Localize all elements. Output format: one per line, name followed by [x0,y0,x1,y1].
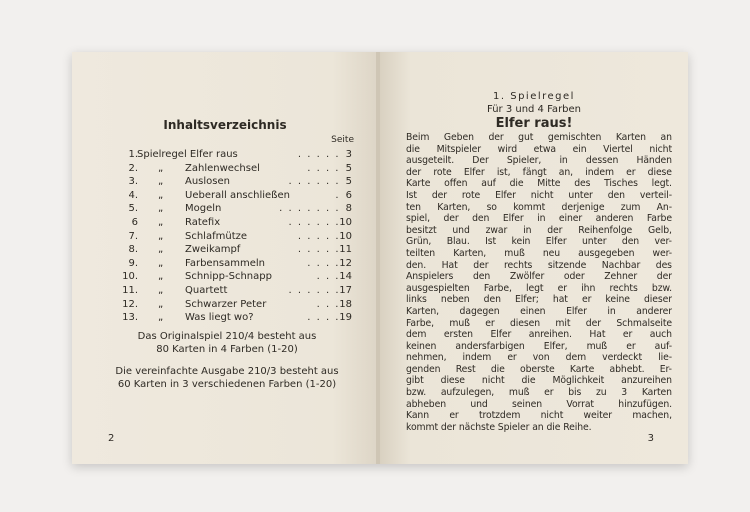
body-line: abheben und seinen Vorrat hinzufügen. [406,398,672,410]
toc-entry [116,175,352,189]
toc-entry-number: 3. [128,176,138,188]
toc-entry-number: 5. [128,203,138,215]
body-line: ausgeteilt. Der Spieler, in dessen Händen [406,155,672,167]
toc-entry-title: Mogeln [185,203,222,215]
toc-entry-number: 11. [122,284,138,296]
note-line: Die vereinfachte Ausgabe 210/3 besteht aus [115,366,339,377]
edition-note-simplified [96,365,358,391]
toc-entry-page: 10 [339,230,352,242]
toc-entry-number: 1. [128,149,138,160]
body-line: spiel, der den Elfer in einer anderen Farbe [406,213,672,225]
toc-entry-ditto: „ [158,257,164,269]
toc-entry [116,230,352,244]
note-line: Das Originalspiel 210/4 besteht aus [137,331,317,342]
toc-entry-leader: . . . . [307,312,340,324]
toc-entry-page: 5 [345,176,352,188]
body-line: gibt diese nicht die Möglichkeit anzureihen [406,375,672,387]
body-line: nehmen, indem er von dem verdeckt lie- [406,352,672,364]
toc-entry [116,257,352,271]
toc-entry [116,243,352,257]
toc-entry [116,189,352,203]
toc-entry-title: Quartett [185,284,228,296]
toc-entry-ditto: „ [158,203,164,215]
body-line: Anspielers den Zwölfer oder Zehner der [406,271,672,283]
toc-entry [116,270,352,284]
right-page [380,52,688,464]
toc-entry-title: Zweikampf [185,244,241,256]
left-page [72,52,378,464]
body-line: die Mitspieler wird etwa ein Viertel nicht [406,143,672,155]
toc-entry-title: Schwarzer Peter [185,298,267,310]
body-line: Farbe, muß er diesen mit der Schmalseite [406,317,672,329]
page-number-left: 2 [108,433,115,444]
toc-entry-page: 18 [339,298,352,310]
page-number-right: 3 [647,433,654,444]
toc-entry-leader: . . . . [307,257,340,269]
toc-entry-leader: . . . . . [297,230,340,242]
toc-entry-number: 13. [122,312,138,324]
toc-entry-ditto: „ [158,230,164,242]
body-line: genden Rest die oberste Karte abhebt. Er- [406,363,672,375]
toc-entry-number: 10. [122,271,138,283]
toc-entry-leader: . . . . . . [288,176,340,188]
toc-entry-number: 7. [128,230,138,242]
booklet [72,52,688,464]
body-line: Grün, Blau. Ist kein Elfer unter den ver- [406,236,672,248]
toc-entry [116,148,352,162]
note-line: 80 Karten in 4 Farben (1-20) [156,344,298,355]
toc-entry [116,216,352,230]
edition-note-original [96,330,358,356]
toc-entry-number: 8. [128,244,138,256]
toc-entry-page: 17 [339,284,352,296]
body-line: besitzt und zwar in der Reihenfolge Gelb, [406,224,672,236]
toc-entry-ditto: „ [158,216,164,228]
toc-entry-ditto: „ [158,162,164,174]
toc-entry-title: Ratefix [185,216,221,228]
toc-entry-title: Schlafmütze [185,230,248,242]
body-line: Karten, dagegen einen Elfer in anderer [406,305,672,317]
toc-entry-number: 12. [122,298,138,310]
toc-entry-page: 14 [339,271,352,283]
toc-entry-page: 12 [339,257,352,269]
toc-entry-title: Was liegt wo? [185,312,254,324]
toc-entry-page: 10 [339,216,352,228]
toc-entry-ditto: „ [158,244,164,256]
toc-entry-page: 8 [345,203,352,215]
toc-entry-ditto: „ [158,189,164,201]
toc-entry-number: 4. [128,189,138,201]
toc-title: Inhaltsverzeichnis [163,118,287,132]
toc-entry-leader: . . . . . . . [279,203,340,215]
toc-entry [116,311,352,325]
toc-entry-page: 11 [339,244,352,256]
body-line: der rote Elfer ist, fängt an, indem er diese [406,166,672,178]
toc-entry-page: 19 [339,312,352,324]
rule-subheading: Für 3 und 4 Farben [486,104,582,115]
body-line: Kann er trotzdem nicht weiter machen, [406,410,672,422]
note-line: 60 Karten in 3 verschiedenen Farben (1-20) [117,379,337,390]
body-line: links neben den Elfer; hat er keine dieser [406,294,672,306]
toc-entry-page: 5 [345,162,352,174]
rule-heading: 1. Spielregel [493,91,575,102]
body-line: ausgespielten Farbe, legt er ihn rechts bzw. [406,282,672,294]
toc-entry-leader: . . . [316,271,340,283]
toc-entry-number: 9. [128,257,138,269]
toc-entry-leader: . . . [316,298,340,310]
body-line: Beim Geben der gut gemischten Karten an [406,132,672,143]
toc-entry [116,202,352,216]
toc-entry-ditto: „ [158,176,164,188]
toc-entry-leader: . . . . . . [288,284,340,296]
toc-entry-page: 6 [345,189,352,201]
body-line: Ist der rote Elfer nicht unter den verteil- [406,189,672,201]
toc-entry-leader: . [335,189,340,201]
table-of-contents [116,148,352,325]
toc-entry-title: Zahlenwechsel [185,162,260,174]
body-line: bzw. aufzulegen, muß er bis zu 3 Karten [406,387,672,399]
toc-entry-number: 6 [131,216,138,228]
toc-entry-title: Farbensammeln [185,257,265,269]
toc-entry-leader: . . . . . [297,149,340,160]
rule-title: Elfer raus! [495,116,573,131]
toc-entry [116,298,352,312]
toc-entry-ditto: „ [158,298,164,310]
body-line: keinen andersfarbigen Elfer, muß er auf- [406,340,672,352]
body-line: ten Karten, so kommt derjenige zum An- [406,201,672,213]
body-line: den. Hat der rechts sitzende Nachbar des [406,259,672,271]
toc-entry-page: 3 [345,149,352,160]
toc-entry-leader: . . . . [307,162,340,174]
toc-entry-title: Schnipp-Schnapp [185,271,272,283]
toc-entry [116,284,352,298]
toc-entry-number: 2. [128,162,138,174]
body-line: teilten Karten, muß neu ausgegeben wer- [406,247,672,259]
body-line: dem ersten Elfer anreihen. Hat er auch [406,329,672,341]
toc-entry-leader: . . . . . [297,244,340,256]
toc-entry-ditto: „ [158,271,164,283]
toc-entry-title: Auslosen [185,176,230,188]
toc-entry-ditto: „ [158,284,164,296]
toc-entry-leader: . . . . . . [288,216,340,228]
toc-entry-ditto: „ [158,312,164,324]
toc-entry-title: Spielregel Elfer raus [137,149,238,160]
toc-entry-title: Ueberall anschließen [185,189,290,201]
body-line: kommt der nächste Spieler an die Reihe. [406,421,592,433]
seite-label: Seite [331,135,354,145]
rule-heading-block [380,90,688,116]
toc-entry [116,162,352,176]
body-line: Karte offen auf die Mitte des Tisches legt. [406,178,672,190]
rule-body-text [406,132,672,433]
